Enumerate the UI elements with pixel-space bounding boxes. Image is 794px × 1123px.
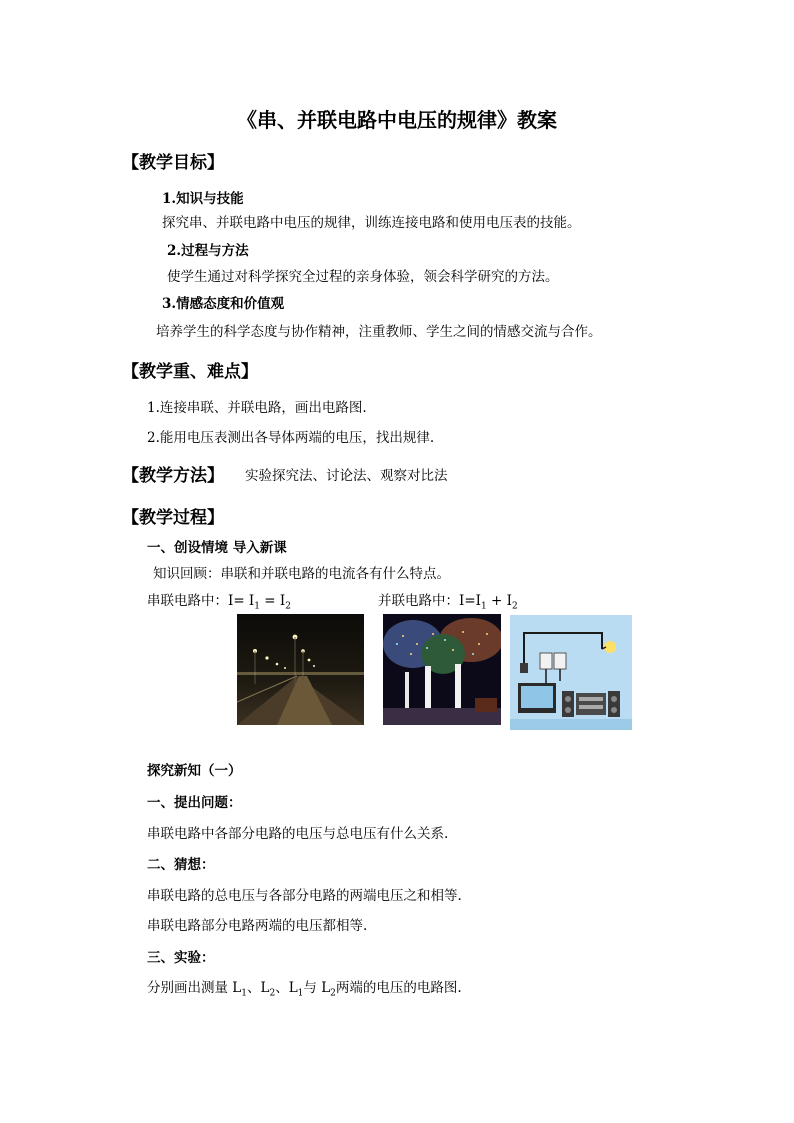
- series-formula: 串联电路中：$I= I_1 = I_2$: [147, 593, 291, 612]
- question-heading: 一、提出问题：: [147, 795, 242, 811]
- guess-2: 串联电路部分电路两端的电压都相等.: [147, 918, 368, 934]
- key-point-1: 1.连接串联、并联电路，画出电路图.: [147, 400, 367, 416]
- methods-text: 实验探究法、讨论法、观察对比法: [245, 468, 448, 484]
- intro-heading: 一、创设情境 导入新课: [147, 540, 287, 556]
- page-title: 《串、并联电路中电压的规律》教案: [237, 108, 557, 132]
- explore-heading: 探究新知（一）: [147, 763, 242, 779]
- experiment-text: 分别画出测量 $L_1$、$L_2$、$L_1$与 $L_2$两端的电压的电路图.: [147, 980, 462, 999]
- key-point-2: 2.能用电压表测出各导体两端的电压，找出规律.: [147, 430, 435, 446]
- decorated-trees-photo: [383, 614, 501, 725]
- question-text: 串联电路中各部分电路的电压与总电压有什么关系.: [147, 826, 449, 842]
- objective-2-heading: 2.过程与方法: [167, 243, 249, 259]
- street-lamps-photo: [237, 614, 364, 725]
- objective-1-text: 探究串、并联电路中电压的规律，训练连接电路和使用电压表的技能。: [162, 215, 581, 231]
- objectives-heading: 【教学目标】: [122, 153, 224, 173]
- parallel-appliances-illustration: [510, 615, 632, 730]
- objective-1-heading: 1.知识与技能: [162, 191, 244, 207]
- guess-1: 串联电路的总电压与各部分电路的两端电压之和相等.: [147, 888, 462, 904]
- guess-heading: 二、猜想：: [147, 857, 215, 873]
- objective-3-text: 培养学生的科学态度与协作精神，注重教师、学生之间的情感交流与合作。: [156, 324, 602, 340]
- process-heading: 【教学过程】: [122, 508, 224, 528]
- methods-heading: 【教学方法】: [122, 466, 224, 486]
- objective-2-text: 使学生通过对科学探究全过程的亲身体验，领会科学研究的方法。: [167, 269, 559, 285]
- parallel-formula: 并联电路中：$I=I_1 + I_2$: [378, 593, 518, 612]
- objective-3-heading: 3.情感态度和价值观: [162, 296, 285, 312]
- key-points-heading: 【教学重、难点】: [122, 362, 258, 382]
- experiment-heading: 三、实验：: [147, 950, 215, 966]
- review-text: 知识回顾：串联和并联电路的电流各有什么特点。: [153, 566, 450, 582]
